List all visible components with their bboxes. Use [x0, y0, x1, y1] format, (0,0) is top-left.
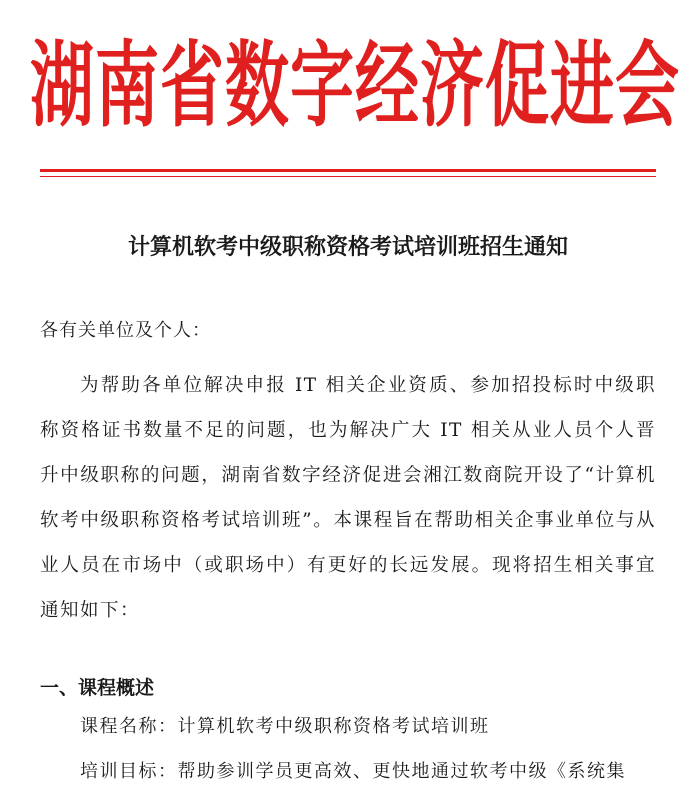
training-goal-line: 培训目标：帮助参训学员更高效、更快地通过软考中级《系统集 — [80, 761, 626, 782]
course-name-line: 课程名称：计算机软考中级职称资格考试培训班 — [80, 716, 490, 737]
masthead-divider-thin — [40, 176, 656, 177]
salutation: 各有关单位及个人： — [40, 320, 211, 341]
masthead-org-name: 湖南省数字经济促进会 — [30, 31, 680, 141]
section-heading-course-overview: 一、课程概述 — [40, 677, 155, 699]
document-title: 计算机软考中级职称资格考试培训班招生通知 — [127, 235, 568, 260]
masthead-divider-thick — [40, 169, 656, 172]
intro-paragraph: 为帮助各单位解决申报 IT 相关企业资质、参加招投标时中级职称资格证书数量不足的问题，也为解决广大 IT 相关从业人员个人晋升中级职称的问题，湖南省数字经济促进会湘江数商院开设了“计算机软考中级职称资格考试培训班”。本课程旨在帮助相关企事业单位与从业人员在市场中（或职场中）有更好的长远发展。现将招生相关事宜通知如下： — [40, 375, 656, 621]
